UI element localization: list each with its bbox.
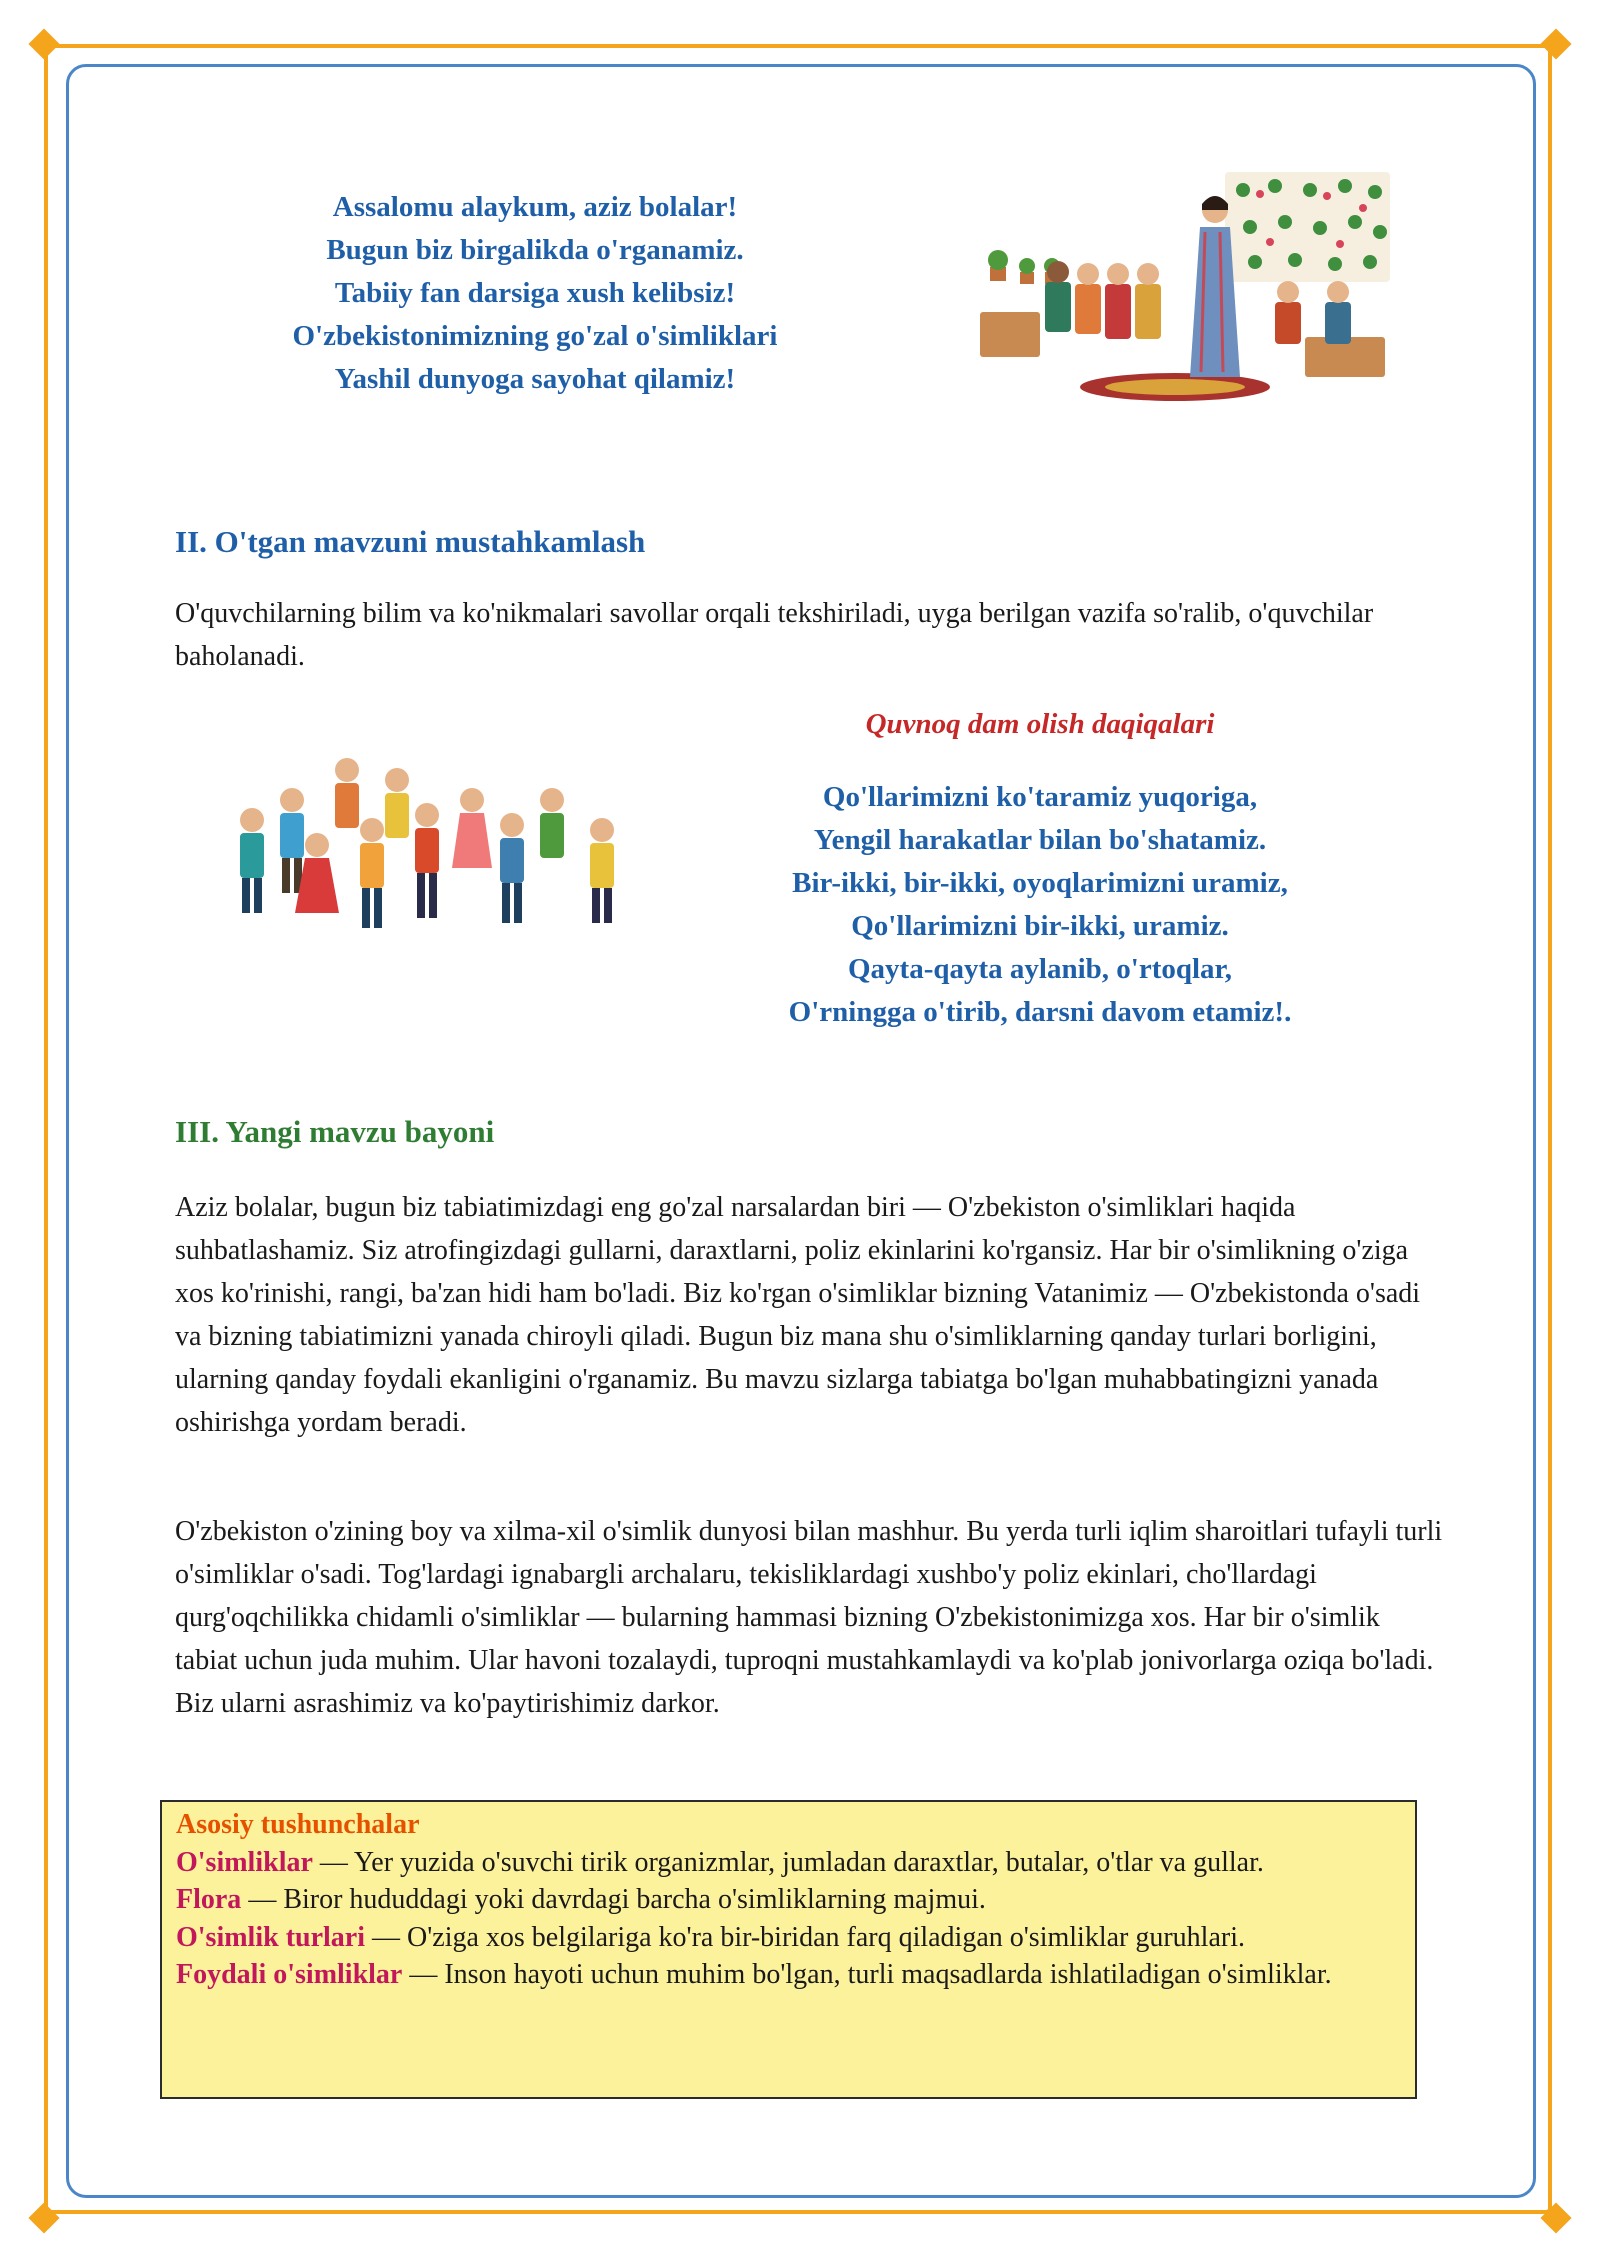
concept-definition: — Inson hayoti uchun muhim bo'lgan, turli maqsadlarda ishlatiladigan o'simliklar. [402,1959,1332,1990]
concept-term: O'simliklar [176,1846,313,1878]
greeting-line: Assalomu alaykum, aziz bolalar! [332,191,738,223]
break-title: Quvnoq dam olish daqiqalari [865,708,1215,740]
greeting-poem [220,186,850,401]
classroom-illustration [975,172,1395,407]
concept-term: O'simlik turlari [176,1921,365,1953]
section-heading: III. Yangi mavzu bayoni [175,1114,495,1149]
concept-item [176,1881,1401,1919]
concept-term: Foydali o'simliklar [176,1959,403,1990]
concept-definition: — Yer yuzida o'suvchi tirik organizmlar, jumladan daraxtlar, butalar, o'tlar va gullar. [312,1846,1264,1878]
greeting-line: Tabiiy fan darsiga xush kelibsiz! [334,277,736,309]
key-concepts-box [160,1800,1417,2099]
poem-line: Qayta-qayta aylanib, o'rtoqlar, [847,953,1232,985]
greeting-line: O'zbekistonimizning go'zal o'simliklari [292,320,778,352]
concept-definition: — Biror hududdagi yoki davrdagi barcha o'simliklarning majmui. [241,1884,986,1915]
section-paragraph: Aziz bolalar, bugun biz tabiatimizdagi eng go'zal narsalardan biri — O'zbekiston o'simliklari haqida suhbatlashamiz. Siz atrofingizdagi gullarni, daraxtlarni, poliz ekinlarini ko'rgansiz. Har bir o'simlikning o'ziga xos ko'rinishi, rangi, ba'zan hidi ham bo'ladi. Biz ko'rgan o'simliklar bizning Vatanimiz — O'zbekistonda o'sadi va bizning tabiatimizni yanada chiroyli qiladi. Bugun biz mana shu o'simliklarning qanday turlari borligini, ularning qanday foydali ekanligini o'rganamiz. Bu mavzu sizlarga tabiatga bo'lgan muhabbatingizni yanada oshirishga yordam beradi. [175,1192,1421,1438]
poem-line: Yengil harakatlar bilan bo'shatamiz. [813,824,1267,856]
concept-item [176,1844,1401,1882]
key-concepts-title: Asosiy tushunchalar [176,1809,420,1840]
section-heading: II. O'tgan mavzuni mustahkamlash [175,524,646,559]
poem-line: Qo'llarimizni ko'taramiz yuqoriga, [822,781,1258,813]
poem-line: O'rningga o'tirib, darsni davom etamiz!. [788,996,1292,1028]
greeting-line: Yashil dunyoga sayohat qilamiz! [334,363,736,395]
concept-item [176,1919,1401,1957]
dancing-children-illustration [222,740,652,965]
section-paragraph: O'quvchilarning bilim va ko'nikmalari savollar orqali tekshiriladi, uyga berilgan vazifa so'ralib, o'quvchilar baholanadi. [175,598,1374,672]
section-paragraph: O'zbekiston o'zining boy va xilma-xil o'simlik dunyosi bilan mashhur. Bu yerda turli iqlim sharoitlari tufayli turli o'simliklar o'sadi. Tog'lardagi ignabargli archalaru, tekisliklardagi xushbo'y poliz ekinlari, cho'llardagi qurg'oqchilikka chidamli o'simliklar — bularning hammasi bizning O'zbekistonimizga xos. Har bir o'simlik tabiat uchun juda muhim. Ular havoni tozalaydi, tuproqni mustahkamlaydi va ko'plab jonivorlarga oziqa bo'ladi. Biz ularni asrashimiz va ko'paytirishimiz darkor. [175,1516,1443,1719]
concept-definition: — O'ziga xos belgilariga ko'ra bir-biridan farq qiladigan o'simliklar guruhlari. [365,1921,1245,1953]
poem-line: Qo'llarimizni bir-ikki, uramiz. [851,910,1229,942]
greeting-line: Bugun biz birgalikda o'rganamiz. [326,234,744,266]
poem-line: Bir-ikki, bir-ikki, oyoqlarimizni uramiz, [792,867,1288,899]
concept-term: Flora [176,1884,242,1915]
concept-item [176,1956,1401,1994]
break-poem [740,776,1340,1034]
